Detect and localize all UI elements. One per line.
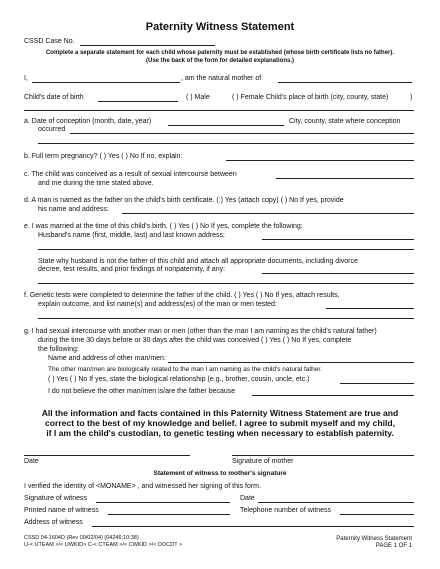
occurred-label: occurred bbox=[38, 126, 66, 133]
child-name-field[interactable] bbox=[278, 82, 412, 83]
husband-reason-field-2[interactable] bbox=[38, 283, 414, 284]
male-option[interactable]: ( ) Male bbox=[186, 94, 210, 101]
form-team-codes: U-< UTEAM >/< UWKID> C-< CTEAM >/< CWKID >/< DOCDT > bbox=[24, 542, 183, 548]
affirmation-line-1: All the information and facts contained in this Paternity Witness Statement are true and bbox=[41, 408, 399, 418]
conception-place-label: City, county, state where conception bbox=[289, 118, 401, 125]
phone-field[interactable] bbox=[340, 514, 414, 515]
form-code: CSSD 04-1604D (Rev 09/02/04) (04246:10:38) bbox=[24, 535, 139, 541]
section-e-label: e. I was married at the time of this child's birth. ( ) Yes ( ) No If yes, complete the following: bbox=[24, 223, 303, 230]
section-c-line-2: and me during the time stated above. bbox=[38, 180, 154, 187]
husband-name-field[interactable] bbox=[262, 239, 414, 240]
phone-label: Telephone number of witness bbox=[240, 507, 332, 514]
female-option[interactable]: ( ) Female Child's place of birth (city, county, state) bbox=[232, 94, 389, 101]
conception-place-field-2[interactable] bbox=[38, 143, 414, 144]
husband-address-field[interactable] bbox=[38, 249, 414, 250]
section-f-line-2: explain outcome, and list name(s) and address(es) of the man or men tested: bbox=[38, 301, 277, 308]
other-men-field[interactable] bbox=[168, 362, 414, 363]
husband-reason-label-2: decree, test results, and prior findings of nonpaternity, if any: bbox=[38, 266, 226, 273]
section-d-label: d. A man is named as the father on the child's birth certificate. ( ) Yes (attach copy) ( ) No If yes, provide bbox=[24, 197, 344, 204]
mother-date-field[interactable] bbox=[24, 455, 190, 456]
conception-date-field[interactable] bbox=[168, 125, 284, 126]
section-f-label: f. Genetic tests were completed to determine the father of the child. ( ) Yes ( ) No If yes, attach results, bbox=[24, 292, 340, 299]
section-g-line-2: during the time 30 days before or 30 days after the child was conceived ( ) Yes ( ) No If yes, complete bbox=[38, 337, 352, 344]
husband-reason-field[interactable] bbox=[262, 273, 414, 274]
case-number-label: CSSD Case No. bbox=[24, 38, 75, 45]
relationship-field[interactable] bbox=[340, 383, 414, 384]
section-g-label: g. I had sexual intercourse with another man or men (other than the man I am naming as the child's natural father) bbox=[24, 328, 377, 335]
page-title: Paternity Witness Statement bbox=[145, 21, 295, 33]
affirmation-line-2: correct to the best of my knowledge and belief. I agree to submit myself and my child, bbox=[44, 418, 396, 428]
page-number: PAGE 1 OF 1 bbox=[375, 543, 412, 549]
related-label: The other man/men are biologically related to the man I am naming as the child's natural father. bbox=[48, 366, 323, 373]
husband-reason-label: State why husband is not the father of this child and attach all appropriate documents, including divorce bbox=[38, 258, 358, 265]
instruction-line-1: Complete a separate statement for each child whose paternity must be established (whose birth certificate lists no father). bbox=[45, 50, 395, 56]
footer-title: Paternity Witness Statement bbox=[336, 536, 412, 542]
intercourse-man-field[interactable] bbox=[276, 178, 414, 179]
child-dob-field[interactable] bbox=[98, 101, 178, 102]
section-c-label: c. The child was conceived as a result of sexual intercourse between bbox=[24, 171, 237, 178]
child-dob-label: Child's date of birth bbox=[24, 94, 84, 101]
printed-name-field[interactable] bbox=[108, 514, 230, 515]
natural-mother-label: , am the natural mother of bbox=[181, 75, 262, 82]
mother-signature-field[interactable] bbox=[232, 455, 414, 456]
genetic-test-field-2[interactable] bbox=[38, 318, 414, 319]
birth-place-field[interactable] bbox=[24, 110, 414, 111]
pregnancy-explain-field[interactable] bbox=[226, 160, 414, 161]
witness-address-label: Address of witness bbox=[24, 519, 83, 526]
section-d-line-2: his name and address: bbox=[38, 206, 109, 213]
relationship-label: ( ) Yes ( ) No If yes, state the biological relationship (e.g., brother, cousin, uncle, etc.) bbox=[48, 376, 310, 383]
female-close-paren: ) bbox=[410, 94, 413, 101]
date-label: Date bbox=[24, 458, 39, 465]
affirmation-line-3: if I am the child's custodian, to genetic testing when necessary to establish paternity. bbox=[46, 428, 394, 438]
section-g-line-3: the following: bbox=[38, 346, 79, 353]
mother-name-field[interactable] bbox=[32, 82, 180, 83]
verified-statement: I verified the identity of <MONAME> , and witnessed her signing of this form. bbox=[24, 483, 261, 490]
case-number-field[interactable] bbox=[80, 45, 215, 46]
section-b-label: b. Full term pregnancy? ( ) Yes ( ) No If no, explain: bbox=[24, 153, 183, 160]
witness-date-label: Date bbox=[240, 495, 255, 502]
witness-date-field[interactable] bbox=[258, 502, 414, 503]
not-father-reason-field[interactable] bbox=[252, 395, 414, 396]
printed-name-label: Printed name of witness bbox=[24, 507, 99, 514]
witness-signature-label: Signature of witness bbox=[24, 495, 88, 502]
genetic-test-field[interactable] bbox=[326, 308, 414, 309]
witness-address-field[interactable] bbox=[92, 526, 414, 527]
i-label: I, bbox=[24, 75, 28, 82]
birth-certificate-father-field[interactable] bbox=[122, 213, 414, 214]
instruction-line-2: (Use the back of the form for detailed explanations.) bbox=[145, 58, 295, 64]
husband-name-label: Husband's name (first, middle, last) and last known address: bbox=[38, 232, 225, 239]
other-men-label: Name and address of other man/men: bbox=[48, 355, 166, 362]
not-father-reason-label: I do not believe the other man/men is/are the father because bbox=[48, 388, 236, 395]
conception-place-field[interactable] bbox=[70, 133, 414, 134]
mother-signature-label: Signature of mother bbox=[232, 458, 294, 465]
witness-signature-field[interactable] bbox=[96, 502, 230, 503]
witness-heading: Statement of witness to mother's signature bbox=[153, 470, 287, 477]
section-a-label: a. Date of conception (month, date, year) bbox=[24, 118, 152, 125]
